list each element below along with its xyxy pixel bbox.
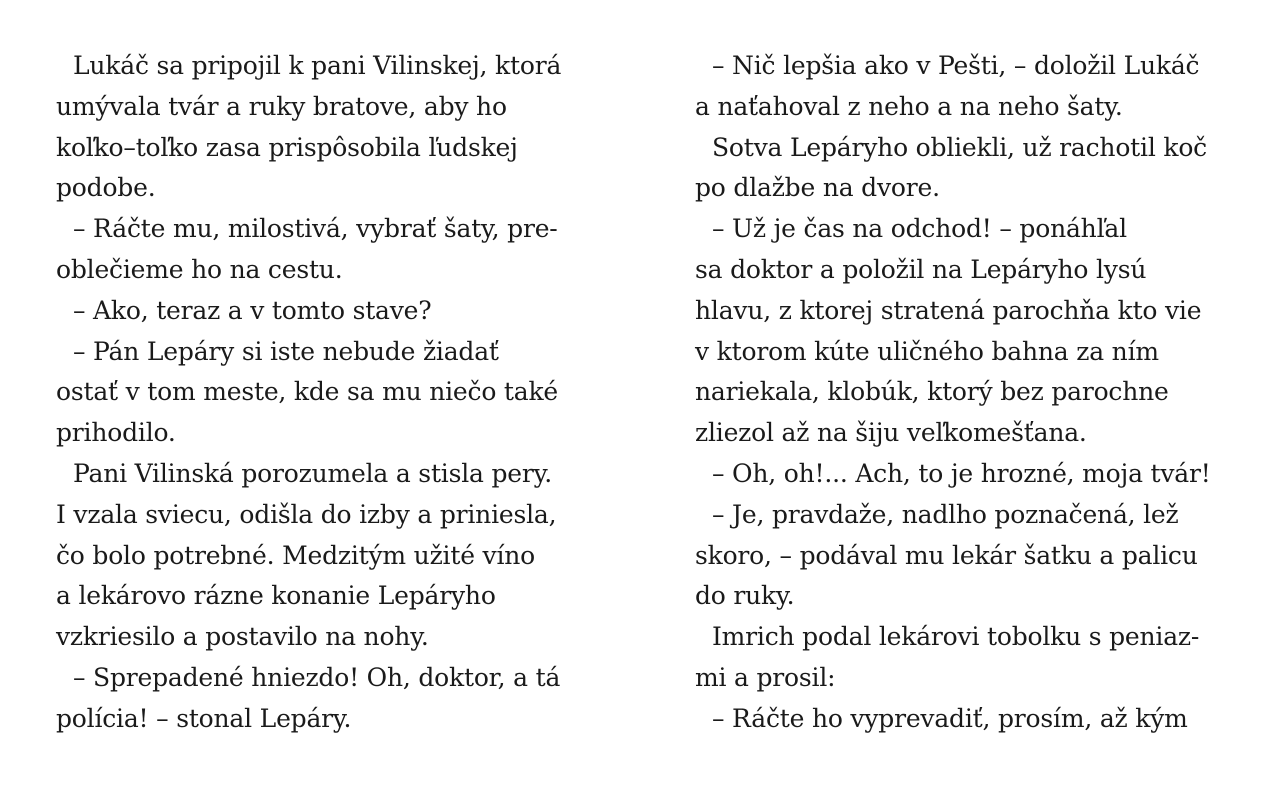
left-page-line: koľko–toľko zasa prispôsobila ľudskej (56, 132, 518, 162)
right-page-line: do ruky. (695, 581, 795, 611)
right-page-line: zliezol až na šiju veľkomešťana. (695, 418, 1087, 448)
right-page-line: Sotva Lepáryho obliekli, už rachotil koč (712, 132, 1207, 162)
left-page-line: I vzala sviecu, odišla do izby a priniesla, (56, 499, 557, 529)
right-page-line: a naťahoval z neho a na neho šaty. (695, 91, 1123, 121)
left-page-line: ostať v tom meste, kde sa mu niečo také (56, 377, 559, 407)
left-page-line: polícia! – stonal Lepáry. (56, 703, 352, 733)
right-page-line: – Oh, oh!... Ach, to je hrozné, moja tvár! (712, 458, 1211, 488)
left-page-line: prihodilo. (56, 418, 176, 448)
right-page-line: hlavu, z ktorej stratená parochňa kto vie (695, 295, 1202, 325)
left-page-line: – Pán Lepáry si iste nebude žiadať (73, 336, 499, 366)
left-page-line: umývala tvár a ruky bratove, aby ho (56, 91, 507, 121)
right-page-line: nariekala, klobúk, ktorý bez parochne (695, 377, 1169, 407)
right-page-line: – Ráčte ho vyprevadiť, prosím, až kým (712, 703, 1188, 733)
left-page-line: podobe. (56, 173, 156, 203)
left-page-line: – Sprepadené hniezdo! Oh, doktor, a tá (73, 662, 561, 692)
left-page-line: oblečieme ho na cestu. (56, 254, 343, 284)
left-page-line: Lukáč sa pripojil k pani Vilinskej, ktorá (73, 51, 562, 80)
right-page-line: Imrich podal lekárovi tobolku s peniaz- (712, 622, 1200, 652)
left-page-line: – Ráčte mu, milostivá, vybrať šaty, pre- (73, 214, 558, 244)
right-page-line: – Je, pravdaže, nadlho poznačená, lež (712, 499, 1179, 529)
right-page-line: skoro, – podával mu lekár šatku a palicu (695, 540, 1198, 570)
left-page-line: Pani Vilinská porozumela a stisla pery. (73, 458, 552, 488)
left-page-text (56, 46, 596, 740)
right-page-line: v ktorom kúte uličného bahna za ním (695, 336, 1159, 366)
right-page-line: sa doktor a položil na Lepáryho lysú (695, 254, 1147, 284)
right-page-line: mi a prosil: (695, 662, 836, 692)
right-page-line: – Nič lepšia ako v Pešti, – doložil Lukáč (712, 51, 1200, 80)
right-page-line: – Už je čas na odchod! – ponáhľal (712, 214, 1127, 244)
right-page-line: po dlažbe na dvore. (695, 173, 940, 203)
left-page-line: čo bolo potrebné. Medzitým užité víno (56, 540, 536, 570)
left-page-line: a lekárovo rázne konanie Lepáryho (56, 581, 496, 611)
left-page-line: vzkriesilo a postavilo na nohy. (56, 622, 429, 652)
left-page-line: – Ako, teraz a v tomto stave? (73, 295, 432, 325)
right-page-text (695, 46, 1235, 740)
